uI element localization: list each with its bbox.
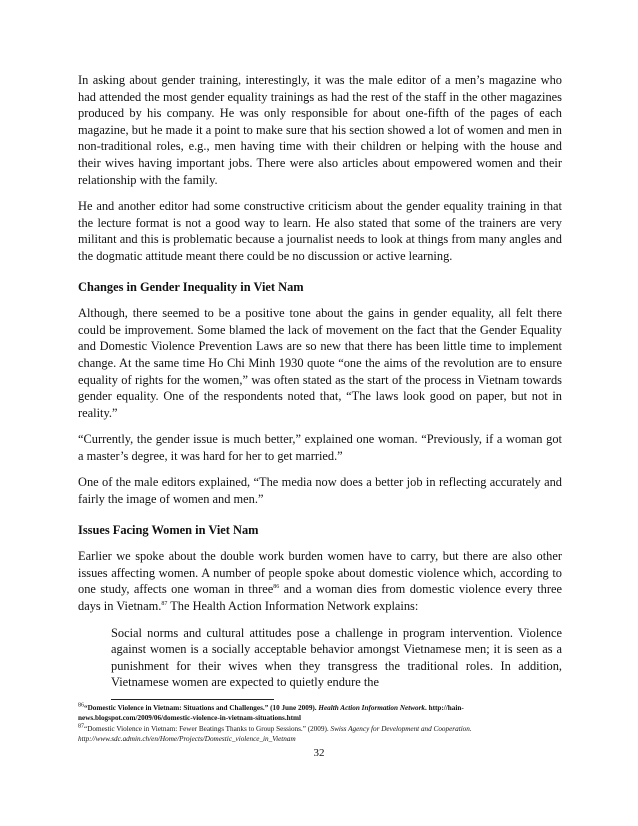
paragraph-6-part-a: Earlier we spoke about the double work burden women have to carry, but there are also other issues affecting women. A number of people spoke about domestic violence which, according to one study, affects one woman in three <box>78 549 562 597</box>
footnote-87-source: Swiss Agency for Development and Cooperation. <box>330 724 472 733</box>
footnote-87-url: http://www.sdc.admin.ch/en/Home/Projects/Domestic_violence_in_Vietnam <box>78 735 296 744</box>
footnote-86-title: “Domestic Violence in Vietnam: Situations and Challenges.” (10 June 2009). <box>84 704 317 712</box>
paragraph-6 <box>78 548 562 614</box>
paragraph-6-part-b: and a woman dies from domestic violence every three days in Vietnam. <box>78 582 562 614</box>
paragraph-2: He and another editor had some constructive criticism about the gender equality training in that the lecture format is not a good way to learn. He also stated that some of the trainers are very militant and this is problematic because a journalist needs to look at things from many angles and the dogmatic attitude meant there could be no discussion or active learning. <box>78 199 562 263</box>
block-quote: Social norms and cultural attitudes pose a challenge in program intervention. Violence against women is a socially acceptable behavior amongst Vietnamese men; it is seen as a punishment for their wives when they transgress the traditional roles. In addition, Vietnamese women are expected to quietly endure the <box>111 625 562 690</box>
paragraph-5: One of the male editors explained, “The media now does a better job in reflecting accurately and fairly the image of women and men.” <box>78 475 562 507</box>
body-text <box>78 72 562 700</box>
footnote-separator <box>111 699 274 700</box>
footnote-ref-87: 87 <box>161 600 168 607</box>
footnote-ref-86: 86 <box>273 584 280 591</box>
footnote-86 <box>78 703 562 724</box>
paragraph-1: In asking about gender training, interestingly, it was the male editor of a men’s magazine who had attended the most gender equality trainings as had the rest of the staff in the other magazines produced by his company. He was only responsible for about one-fifth of the pages of each magazine, but he made it a point to make sure that his section showed a lot of women and men in non-traditional roles, e.g., men having time with their children or helping with the house and their wives having important jobs. There were also articles about empowered women and their relationship with the family. <box>78 73 562 187</box>
footnote-86-source: Health Action Information Network <box>318 704 425 712</box>
footnote-87 <box>78 724 562 745</box>
page-number: 32 <box>313 747 325 759</box>
paragraph-6-part-c: The Health Action Information Network explains: <box>167 599 419 614</box>
footnote-86-url: . http://hain-news.blogspot.com/2009/06/domestic-violence-in-vietnam-situations.html <box>78 704 464 723</box>
footnotes <box>78 703 562 745</box>
footnote-87-number: 87 <box>78 723 84 730</box>
footnote-86-number: 86 <box>78 702 84 709</box>
section-heading-changes: Changes in Gender Inequality in Viet Nam <box>78 279 304 294</box>
paragraph-3: Although, there seemed to be a positive tone about the gains in gender equality, all felt there could be improvement. Some blamed the lack of movement on the fact that the Gender Equality and Domestic Violence Prevention Laws are so new that there has been little time to implement change. At the same time Ho Chi Minh 1930 quote “one the aims of the revolution are to ensure equality of rights for the women,” was often stated as the start of the process in Vietnam towards gender equality. One of the respondents noted that, “The laws look good on paper, but not in reality.” <box>78 306 562 420</box>
section-heading-issues: Issues Facing Women in Viet Nam <box>78 522 259 537</box>
paragraph-4: “Currently, the gender issue is much better,” explained one woman. “Previously, if a woman got a master’s degree, it was hard for her to get married.” <box>78 432 562 463</box>
footnote-87-title: “Domestic Violence in Vietnam: Fewer Beatings Thanks to Group Sessions.” (2009). <box>84 724 329 733</box>
